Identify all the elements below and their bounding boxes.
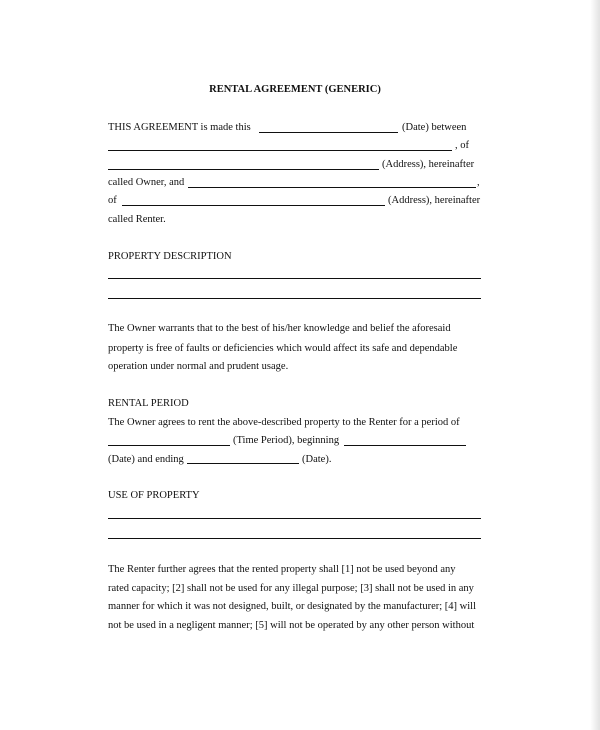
renter-address-blank[interactable] (122, 205, 385, 206)
page-edge-shadow (590, 0, 600, 730)
called-owner-label: called Owner, and (108, 177, 185, 188)
property-description-line-1[interactable] (108, 278, 481, 279)
time-period-blank[interactable] (108, 445, 230, 446)
rental-period-line-1: The Owner agrees to rent the above-described property to the Renter for a period of (108, 417, 460, 428)
renter-agrees-line-1: The Renter further agrees that the rented property shall [1] not be used beyond any (108, 564, 456, 575)
renter-agrees-line-2: rated capacity; [2] shall not be used for any illegal purpose; [3] shall not be used in any (108, 583, 474, 594)
renter-agrees-line-4: not be used in a negligent manner; [5] will not be operated by any other person without (108, 620, 475, 631)
end-date-blank[interactable] (187, 463, 299, 464)
warranty-line-2: property is free of faults or deficiencies which would affect its safe and dependable (108, 343, 458, 354)
date-ending-label: (Date) and ending (108, 454, 184, 465)
warranty-line-3: operation under normal and prudent usage. (108, 361, 289, 372)
renter-name-blank[interactable] (188, 187, 476, 188)
called-renter-label: called Renter. (108, 214, 166, 225)
agreement-date-blank[interactable] (259, 132, 398, 133)
warranty-line-1: The Owner warrants that to the best of his/her knowledge and belief the aforesaid (108, 323, 451, 334)
renter-agrees-line-3: manner for which it was not designed, built, or designated by the manufacturer; [4] will (108, 601, 476, 612)
renter-address-label: (Address), hereinafter (388, 195, 481, 206)
document-title: RENTAL AGREEMENT (GENERIC) (209, 84, 381, 95)
owner-address-blank[interactable] (108, 169, 379, 170)
use-of-property-heading: USE OF PROPERTY (108, 490, 200, 501)
begin-date-blank[interactable] (344, 445, 466, 446)
agreement-date-label: THIS AGREEMENT is made this (108, 122, 251, 133)
owner-address-label: (Address), hereinafter (382, 159, 475, 170)
property-description-line-2[interactable] (108, 298, 481, 299)
time-period-label: (Time Period), beginning (233, 435, 340, 446)
of-renter-label: of (108, 195, 117, 206)
owner-name-blank[interactable] (108, 150, 452, 151)
comma-label: , (477, 177, 480, 188)
rental-period-heading: RENTAL PERIOD (108, 398, 189, 409)
property-description-heading: PROPERTY DESCRIPTION (108, 251, 232, 262)
of-label: , of (455, 140, 469, 151)
date-between-label: (Date) between (402, 122, 467, 133)
use-of-property-line-1[interactable] (108, 518, 481, 519)
end-date-label: (Date). (302, 454, 332, 465)
use-of-property-line-2[interactable] (108, 538, 481, 539)
